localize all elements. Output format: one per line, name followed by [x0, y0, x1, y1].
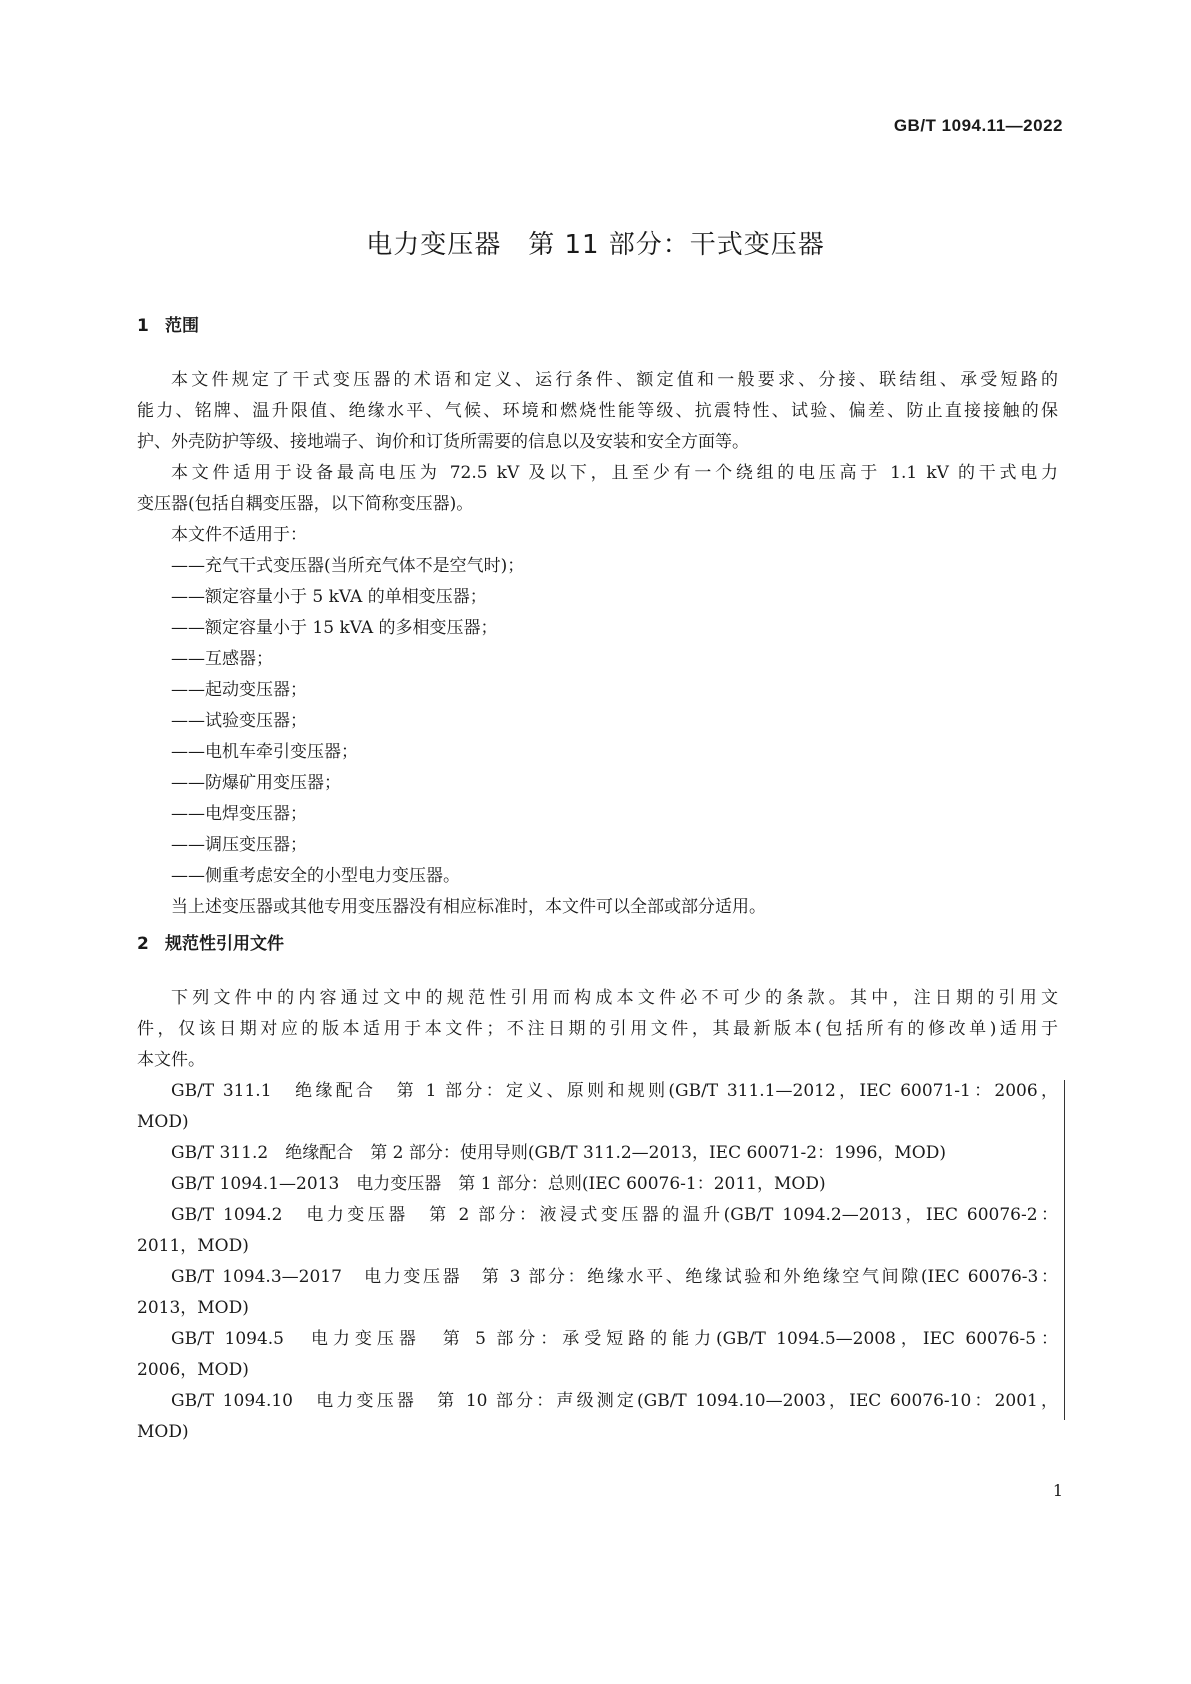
list-item: ——电焊变压器；	[171, 804, 307, 824]
list-item: ——互感器；	[171, 649, 273, 669]
not-applicable-intro: 本文件不适用于：	[171, 525, 307, 545]
section-2-title: 规范性引用文件	[165, 934, 284, 954]
revision-bar	[1064, 1080, 1065, 1420]
scope-para-1-line-2: 能力、铭牌、温升限值、绝缘水平、气候、环境和燃烧性能等级、抗震特性、试验、偏差、防止直接接触的保	[137, 401, 1058, 421]
section-2-number: 2	[137, 934, 149, 954]
ref-entry: GB/T 1094.2 电力变压器 第 2 部分：液浸式变压器的温升(GB/T 1094.2—2013，IEC 60076-2：	[171, 1205, 1058, 1225]
section-2-body	[137, 983, 1058, 1448]
ref-entry: GB/T 1094.10 电力变压器 第 10 部分：声级测定(GB/T 1094.10—2003，IEC 60076-10：2001，	[171, 1391, 1058, 1411]
standard-number: GB/T 1094.11—2022	[893, 116, 1063, 135]
refs-intro-line-2: 件，仅该日期对应的版本适用于本文件；不注日期的引用文件，其最新版本(包括所有的修改单)适用于	[137, 1019, 1058, 1039]
ref-entry: GB/T 1094.5 电力变压器 第 5 部分：承受短路的能力(GB/T 1094.5—2008，IEC 60076-5：	[171, 1329, 1058, 1349]
document-title: 电力变压器 第 11 部分：干式变压器	[366, 230, 825, 260]
scope-para-2-line-1: 本文件适用于设备最高电压为 72.5 kV 及以下，且至少有一个绕组的电压高于 1.1 kV 的干式电力	[171, 463, 1058, 483]
section-1-number: 1	[137, 316, 149, 336]
list-item: ——额定容量小于 5 kVA 的单相变压器；	[171, 587, 487, 607]
section-1-body	[137, 365, 1058, 923]
ref-entry-continuation: 2011，MOD)	[137, 1236, 249, 1256]
page-number: 1	[1052, 1481, 1063, 1500]
list-item: ——调压变压器；	[171, 835, 307, 855]
list-item: ——电机车牵引变压器；	[171, 742, 358, 762]
list-item: ——防爆矿用变压器；	[171, 773, 341, 793]
ref-entry-continuation: MOD)	[137, 1422, 189, 1442]
refs-intro-line-3: 本文件。	[137, 1050, 205, 1070]
section-1-title: 范围	[165, 316, 199, 336]
ref-entry: GB/T 1094.1—2013 电力变压器 第 1 部分：总则(IEC 60076-1：2011，MOD)	[171, 1174, 826, 1194]
list-item: ——侧重考虑安全的小型电力变压器。	[171, 866, 460, 886]
scope-para-2-line-2: 变压器(包括自耦变压器，以下简称变压器)。	[137, 494, 474, 514]
ref-entry: GB/T 311.1 绝缘配合 第 1 部分：定义、原则和规则(GB/T 311.1—2012，IEC 60071-1：2006，	[171, 1081, 1058, 1101]
ref-entry-continuation: MOD)	[137, 1112, 189, 1132]
refs-intro-line-1: 下列文件中的内容通过文中的规范性引用而构成本文件必不可少的条款。其中，注日期的引用文	[171, 988, 1058, 1008]
list-item: ——试验变压器；	[171, 711, 307, 731]
scope-para-1-line-3: 护、外壳防护等级、接地端子、询价和订货所需要的信息以及安装和安全方面等。	[137, 432, 749, 452]
ref-entry-continuation: 2006，MOD)	[137, 1360, 249, 1380]
scope-closing: 当上述变压器或其他专用变压器没有相应标准时，本文件可以全部或部分适用。	[171, 897, 766, 917]
section-1-heading	[137, 311, 199, 336]
scope-para-1-line-1: 本文件规定了干式变压器的术语和定义、运行条件、额定值和一般要求、分接、联结组、承受短路的	[171, 370, 1058, 390]
section-2-heading	[137, 929, 284, 954]
ref-entry-continuation: 2013，MOD)	[137, 1298, 249, 1318]
ref-entry: GB/T 311.2 绝缘配合 第 2 部分：使用导则(GB/T 311.2—2013，IEC 60071-2：1996，MOD)	[171, 1143, 946, 1163]
ref-entry: GB/T 1094.3—2017 电力变压器 第 3 部分：绝缘水平、绝缘试验和外绝缘空气间隙(IEC 60076-3：	[171, 1267, 1058, 1287]
list-item: ——充气干式变压器(当所充气体不是空气时)；	[171, 556, 525, 576]
list-item: ——额定容量小于 15 kVA 的多相变压器；	[171, 618, 498, 638]
list-item: ——起动变压器；	[171, 680, 307, 700]
